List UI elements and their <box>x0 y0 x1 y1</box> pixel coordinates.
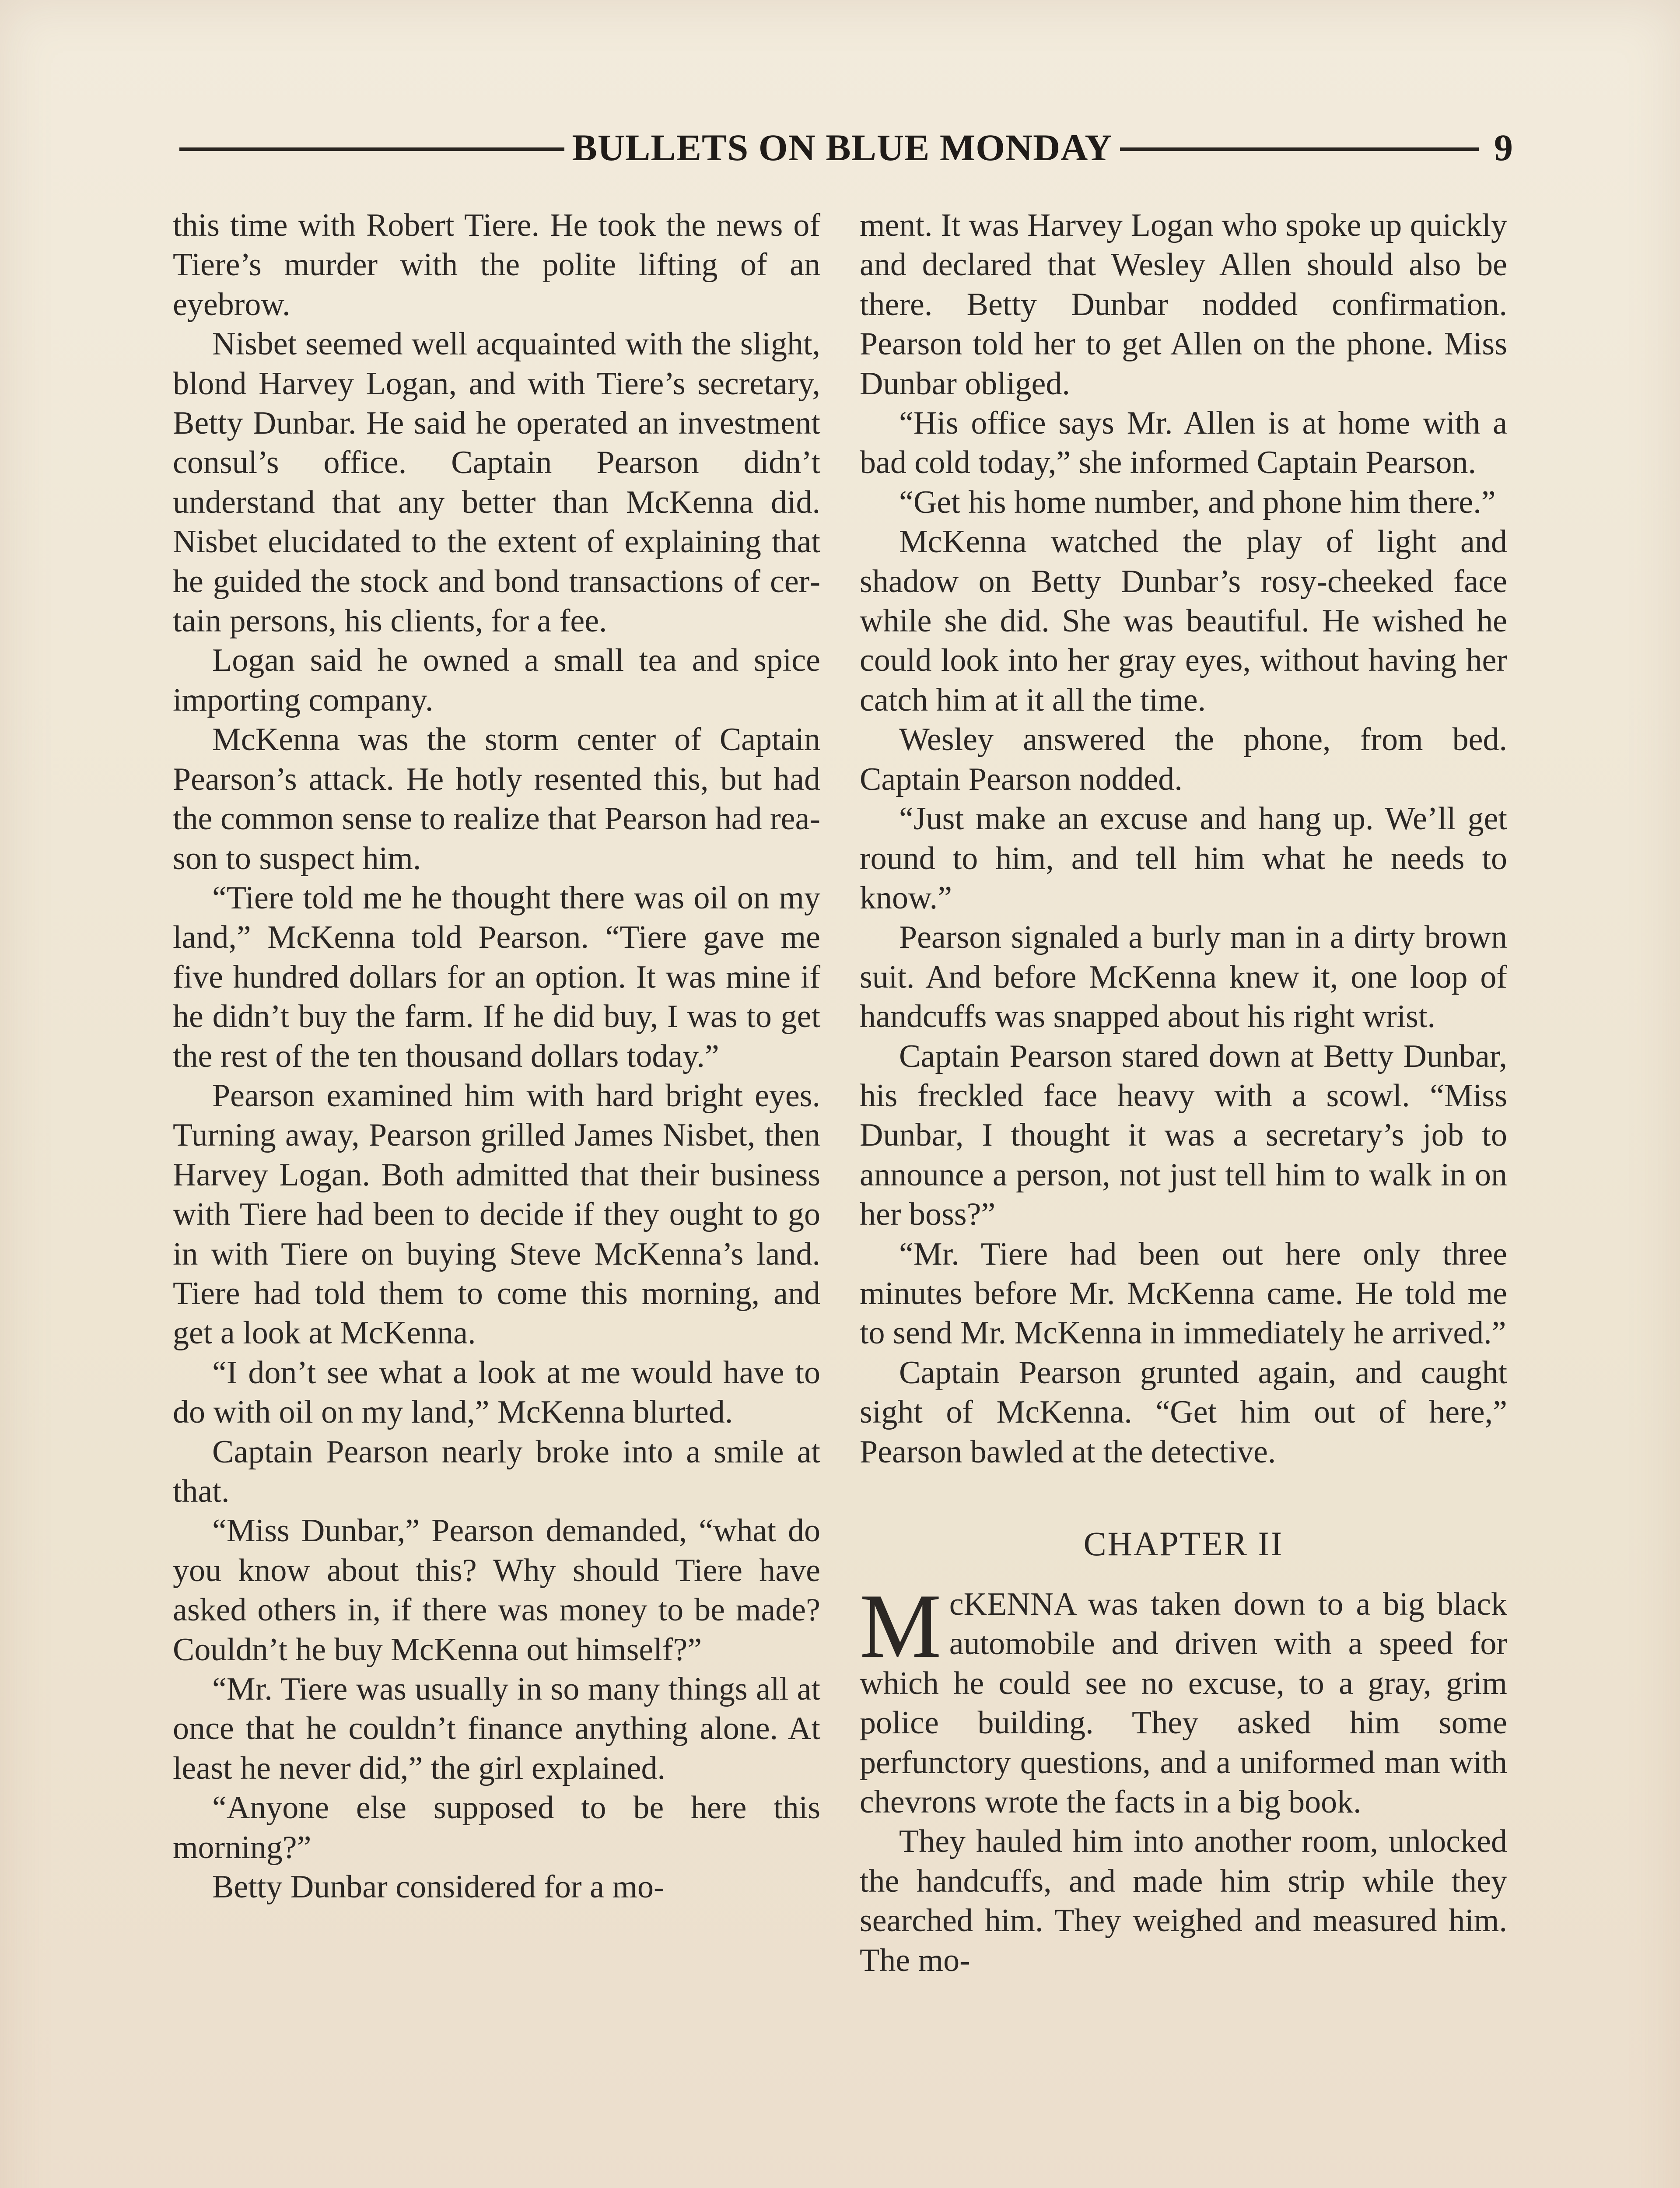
paragraph: ment. It was Harvey Logan who spoke up quickly and declared that Wesley Allen should also be there. Betty Dunbar nodded confirmation. Pearson told her to get Allen on the phone. Miss Dunbar obliged. <box>860 207 1507 402</box>
running-header <box>179 123 1513 172</box>
page-number: 9 <box>1494 126 1513 168</box>
chapter-first-paragraph <box>860 1575 1507 1822</box>
paragraph: “I don’t see what a look at me would have to do with oil on my land,” McKenna blurted. <box>173 1354 820 1431</box>
paragraph: Nisbet seemed well acquainted with the slight, blond Harvey Logan, and with Tiere’s secretary, Betty Dunbar. He said he operated an investment consul’s office. Captain Pearson didn’t understand that any better than McKenna did. Nisbet elucidated to the extent of explaining that he guided the stock and bond transactions of certain persons, his clients, for a fee. <box>173 326 820 639</box>
paragraph: They hauled him into another room, unlocked the handcuffs, and made him strip while they searched him. They weighed and measured him. The mo- <box>860 1823 1507 1978</box>
paragraph: Logan said he owned a small tea and spice importing company. <box>173 642 820 718</box>
header-rule-left <box>179 147 564 151</box>
paragraph: “Tiere told me he thought there was oil on my land,” McKenna told Pearson. “Tiere gave me five hundred dollars for an option. It was mine if he didn’t buy the farm. If he did buy, I was to get the rest of the ten thousand dollars today.” <box>173 880 820 1074</box>
paragraph: Captain Pearson nearly broke into a smile at that. <box>173 1434 820 1509</box>
left-column <box>173 206 820 1907</box>
paragraph: “Mr. Tiere had been out here only three minutes before Mr. McKenna came. He told me to send Mr. McKenna in immediately he arrived.” <box>860 1236 1507 1351</box>
paragraph: “Anyone else supposed to be here this morning?” <box>173 1790 820 1865</box>
right-column <box>860 206 1507 1980</box>
chapter-opening-text: cKENNA was taken down to a big black automobile and driven with a speed for which he could see no excuse, to a gray, grim police building. They asked him some perfunctory questions, and a uniformed man with chevrons wrote the facts in a big book. <box>860 1586 1507 1820</box>
paragraph: Pearson examined him with hard bright eyes. Turning away, Pearson grilled James Nisbet, then Harvey Logan. Both admitted that their business with Tiere had been to decide if they ought to go in with Tiere on buying Steve McKenna’s land. Tiere had told them to come this morning, and get a look at McKenna. <box>173 1077 820 1351</box>
header-rule-right <box>1120 147 1479 151</box>
chapter-heading: CHAPTER II <box>1083 1525 1284 1563</box>
paragraph: “Mr. Tiere was usually in so many things all at once that he couldn’t finance anything alone. At least he never did,” the girl explained. <box>173 1671 820 1786</box>
paragraph: Betty Dunbar considered for a mo- <box>212 1869 665 1905</box>
paragraph: Captain Pearson grunted again, and caught sight of McKenna. “Get him out of here,” Pearson bawled at the detective. <box>860 1354 1507 1470</box>
paragraph: McKenna was the storm center of Captain Pearson’s attack. He hotly resented this, but had the common sense to realize that Pearson had reason to suspect him. <box>173 722 820 877</box>
paragraph: this time with Robert Tiere. He took the news of Tiere’s murder with the polite lifting of an eyebrow. <box>173 207 820 323</box>
paragraph: Wesley answered the phone, from bed. Captain Pearson nodded. <box>860 722 1507 797</box>
paragraph: “His office says Mr. Allen is at home with a bad cold today,” she informed Captain Pearson. <box>860 405 1507 481</box>
paragraph: Captain Pearson stared down at Betty Dunbar, his freckled face heavy with a scowl. “Miss Dunbar, I thought it was a secretary’s job to announce a person, not just tell him to walk in on her boss?” <box>860 1038 1507 1233</box>
paragraph: “Miss Dunbar,” Pearson demanded, “what do you know about this? Why should Tiere have asked others in, if there was money to be made? Couldn’t he buy McKenna out himself?” <box>173 1513 820 1668</box>
paragraph: “Get his home number, and phone him there.” <box>899 484 1496 520</box>
paragraph: “Just make an excuse and hang up. We’ll get round to him, and tell him what he needs to know.” <box>860 801 1507 916</box>
paragraph: McKenna watched the play of light and shadow on Betty Dunbar’s rosy-cheeked face while she did. She was beautiful. He wished he could look into her gray eyes, without having her catch him at it all the time. <box>860 524 1507 718</box>
paragraph: Pearson signaled a burly man in a dirty brown suit. And before McKenna knew it, one loop of handcuffs was snapped about his right wrist. <box>860 919 1507 1035</box>
drop-cap: M <box>860 1575 942 1677</box>
running-title: BULLETS ON BLUE MONDAY <box>572 126 1113 168</box>
